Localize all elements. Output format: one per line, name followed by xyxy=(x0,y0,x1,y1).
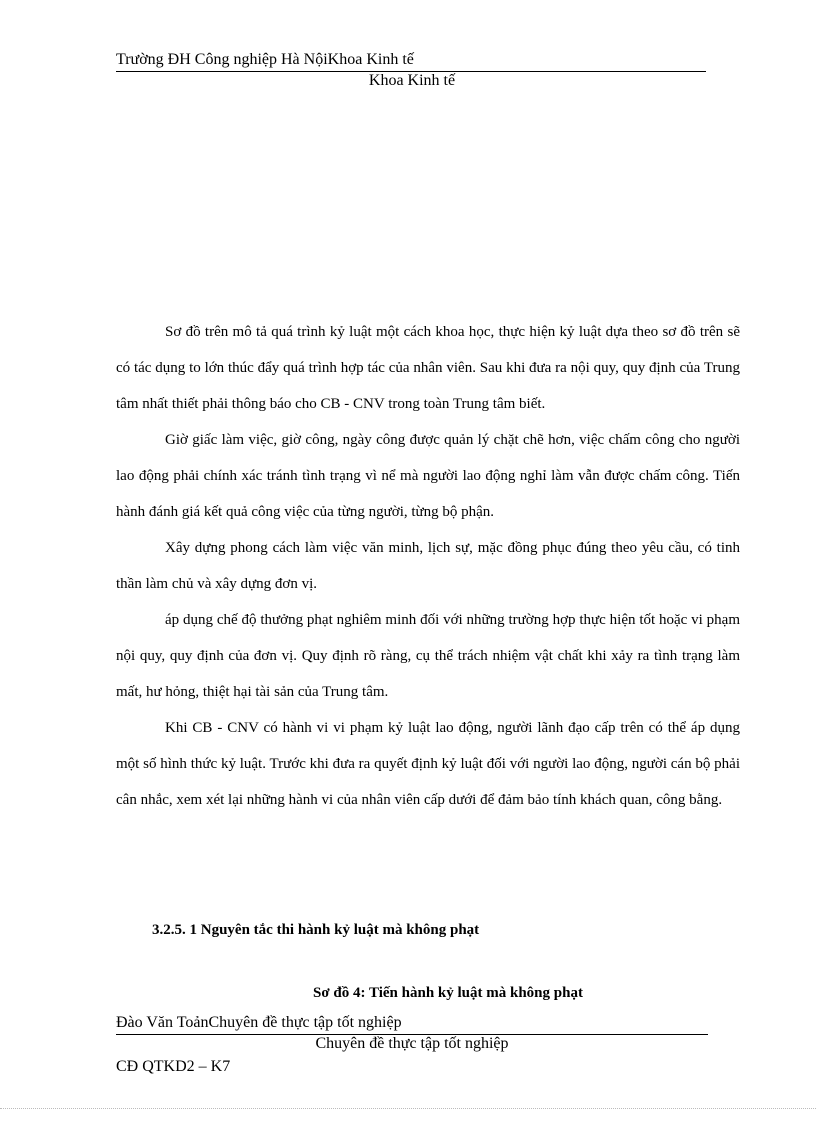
footer-subtitle: Chuyên đề thực tập tốt nghiệp xyxy=(315,1035,509,1052)
paragraph: Sơ đồ trên mô tả quá trình kỷ luật một cách khoa học, thực hiện kỷ luật dựa theo sơ đồ trên sẽ có tác dụng to lớn thúc đẩy quá trình hợp tác của nhân viên. Sau khi đưa ra nội quy, quy định của Trung tâm nhất thiết phải thông báo cho CB - CNV trong toàn Trung tâm biết. xyxy=(116,324,740,412)
paragraph: Xây dựng phong cách làm việc văn minh, lịch sự, mặc đồng phục đúng theo yêu cầu, có tinh thần làm chủ và xây dựng đơn vị. xyxy=(116,540,740,592)
diagram-caption: Sơ đồ 4: Tiến hành kỷ luật mà không phạt xyxy=(313,985,583,1001)
paragraph: Giờ giấc làm việc, giờ công, ngày công được quản lý chặt chẽ hơn, việc chấm công cho người lao động phải chính xác tránh tình trạng vì nể mà người lao động nghỉ làm vẫn được chấm công. Tiến hành đánh giá kết quả công việc của từng người, từng bộ phận. xyxy=(116,432,740,520)
document-body xyxy=(116,314,740,818)
class-code: CĐ QTKD2 – K7 xyxy=(116,1058,231,1075)
paragraph: áp dụng chế độ thưởng phạt nghiêm minh đối với những trường hợp thực hiện tốt hoặc vi phạm nội quy, quy định của đơn vị. Quy định rõ ràng, cụ thể trách nhiệm vật chất khi xảy ra tình trạng làm mất, hư hỏng, thiệt hại tài sản của Trung tâm. xyxy=(116,612,740,700)
section-heading: 3.2.5. 1 Nguyên tắc thi hành kỷ luật mà không phạt xyxy=(152,922,480,938)
running-footer: Đào Văn ToảnChuyên đề thực tập tốt nghiệp xyxy=(116,1013,708,1035)
paragraph: Khi CB - CNV có hành vi vi phạm kỷ luật lao động, người lãnh đạo cấp trên có thể áp dụng một số hình thức kỷ luật. Trước khi đưa ra quyết định kỷ luật đối với người lao động, người cán bộ phải cân nhắc, xem xét lại những hành vi của nhân viên cấp dưới để đảm bảo tính khách quan, công bằng. xyxy=(116,720,740,808)
running-header: Trường ĐH Công nghiệp Hà NộiKhoa Kinh tế xyxy=(116,50,706,72)
page-edge-divider xyxy=(0,1108,816,1109)
header-subtitle: Khoa Kinh tế xyxy=(368,72,456,89)
